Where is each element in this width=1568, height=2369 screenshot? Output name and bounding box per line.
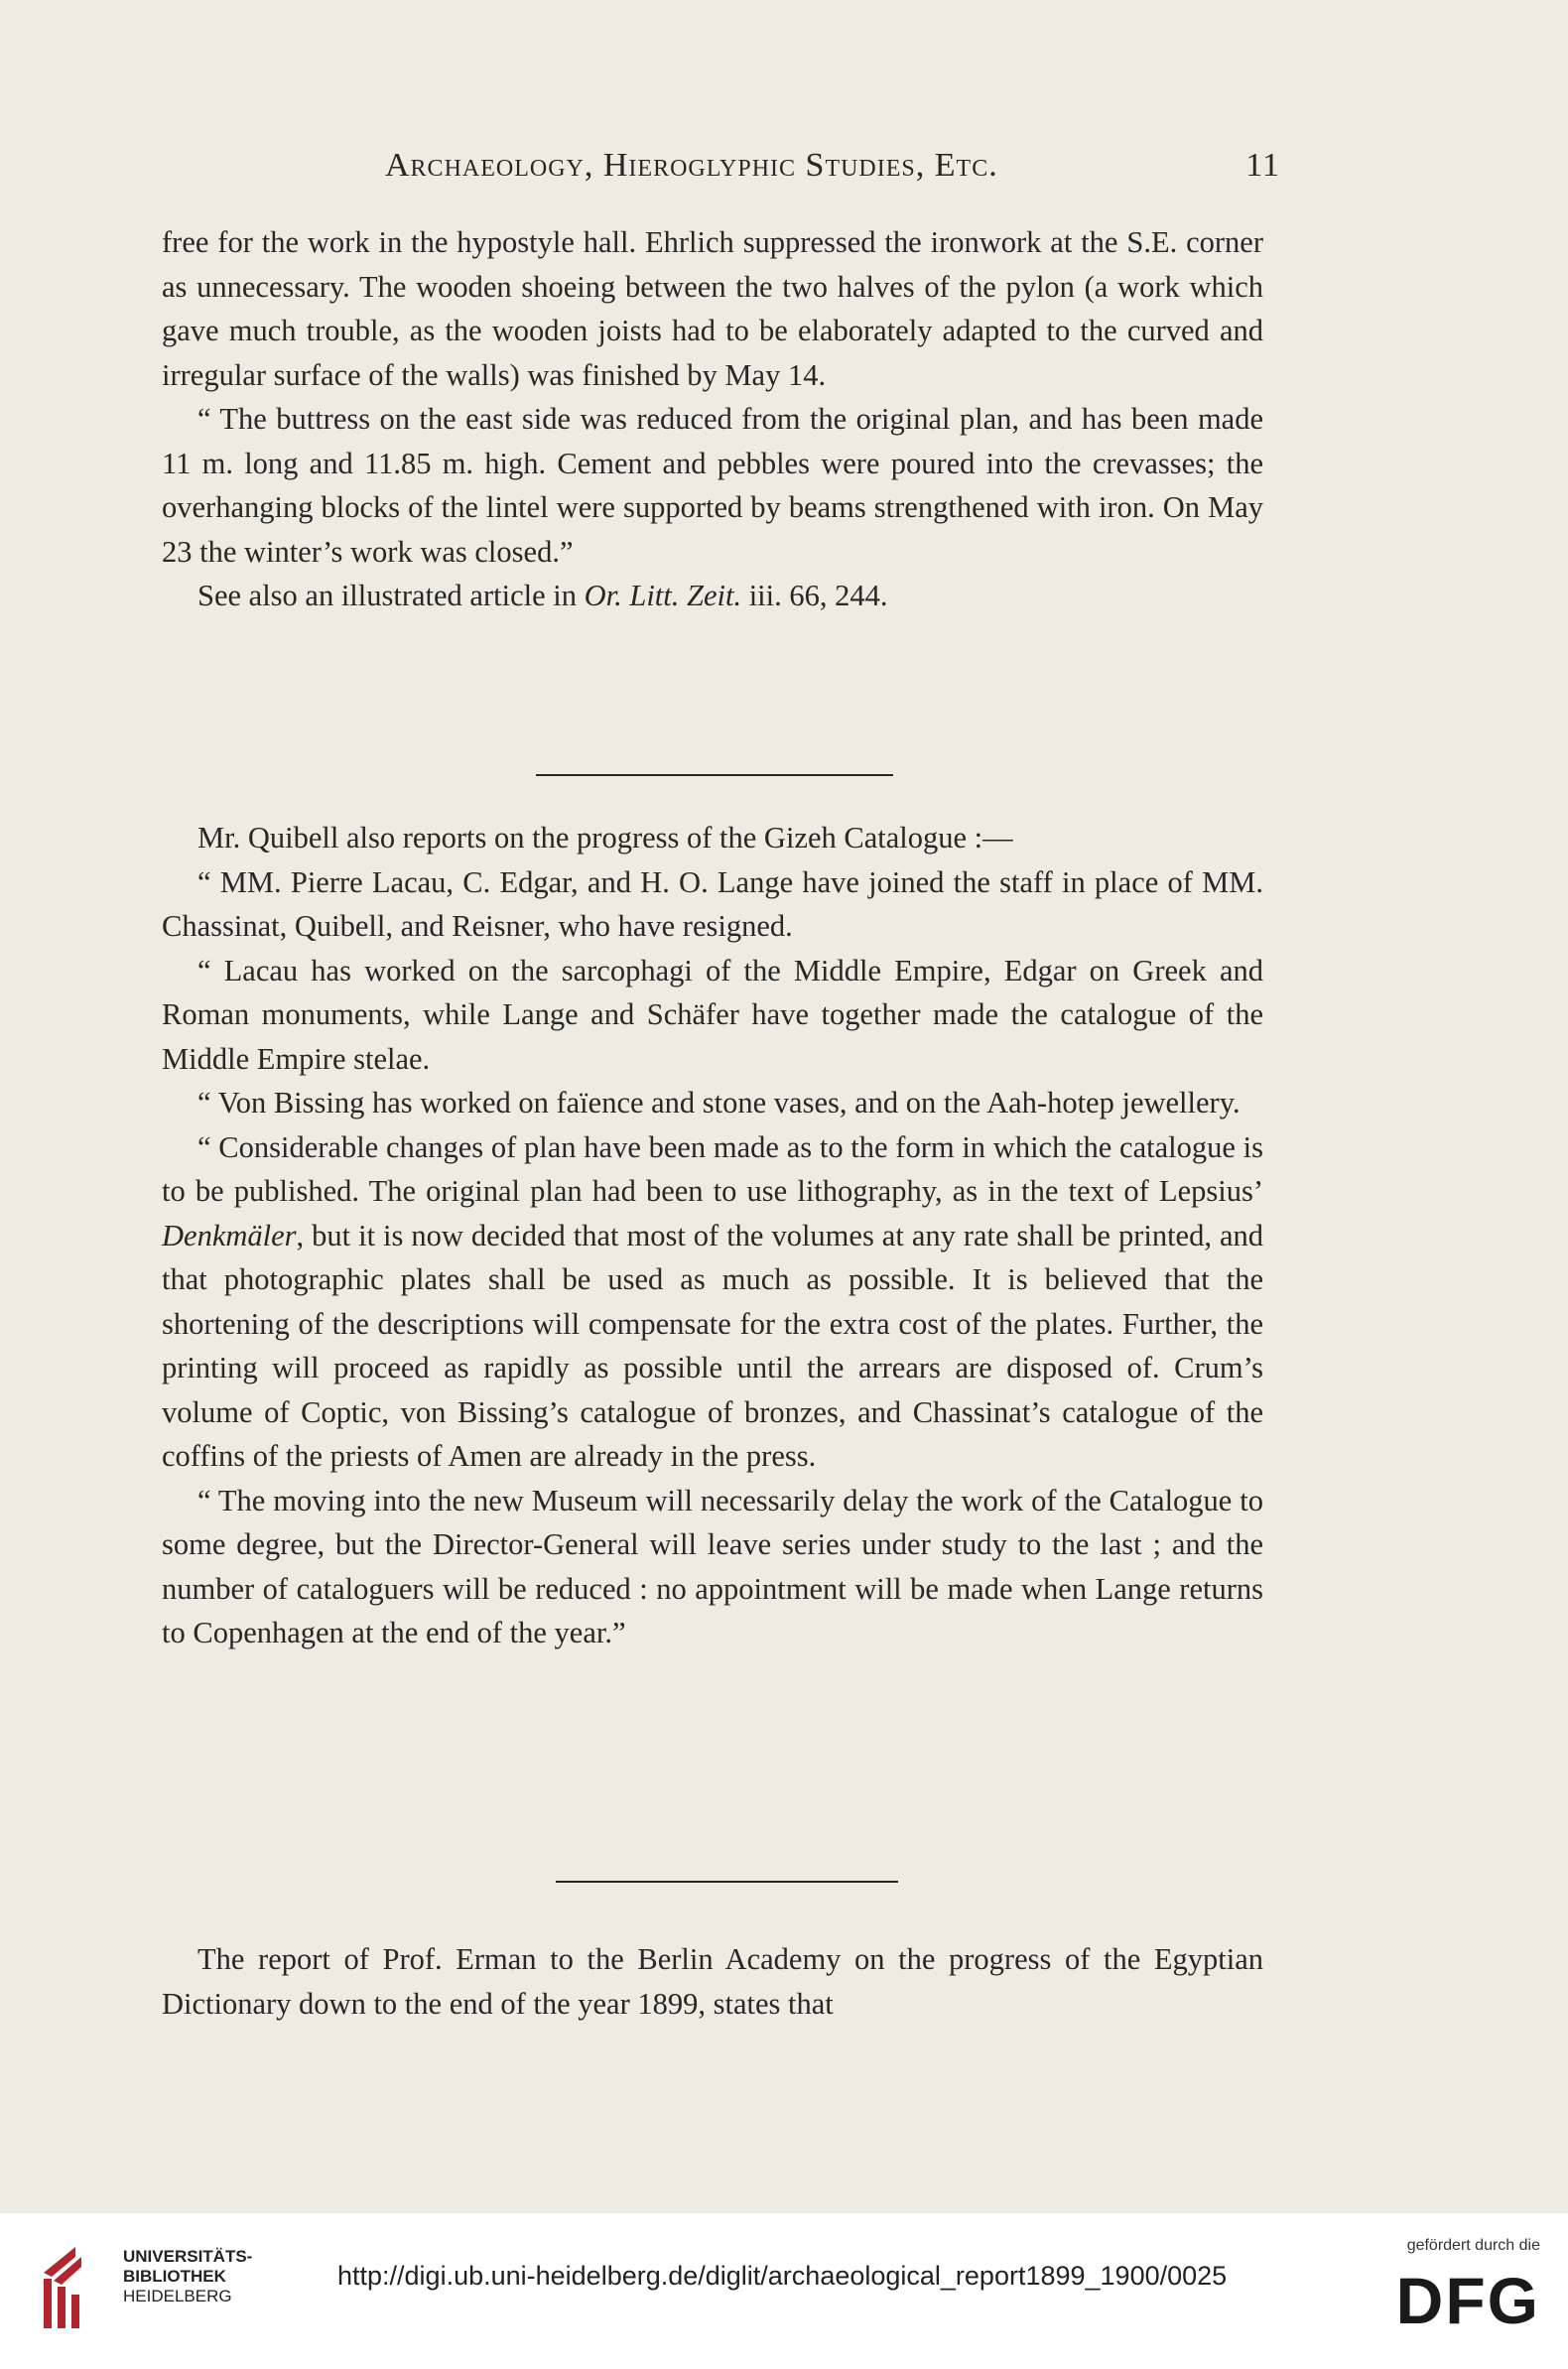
text-block-gizeh-catalogue [162, 816, 1263, 1655]
library-logo-icon [36, 2243, 115, 2332]
paragraph-reference: See also an illustrated article in Or. Litt. Zeit. iii. 66, 244. [197, 579, 888, 612]
journal-title: Or. Litt. Zeit. [584, 579, 742, 612]
work-title: Denkmäler [162, 1218, 297, 1252]
paragraph: The report of Prof. Erman to the Berlin Academy on the progress of the Egyptian Dictionary down to the end of the year 1899, states that [162, 1942, 1263, 2021]
paragraph: “ Lacau has worked on the sarcophagi of the Middle Empire, Edgar on Greek and Roman monuments, while Lange and Schäfer have together made the catalogue of the Middle Empire stelae. [162, 953, 1263, 1076]
dfg-logo: DFG [1395, 2264, 1540, 2337]
paragraph: “ The moving into the new Museum will necessarily delay the work of the Catalogue to some degree, but the Director-General will leave series under study to the last ; and the number of cataloguers will be reduced : no appointment will be made when Lange returns to Copenhagen at the end of the year.” [162, 1483, 1263, 1649]
library-logo [36, 2243, 253, 2332]
digitization-footer [0, 2213, 1568, 2369]
running-head-title: Archaeology, Hieroglyphic Studies, Etc. [385, 147, 998, 184]
funding-label: gefördert durch die [1406, 2237, 1540, 2254]
paragraph: “ Considerable changes of plan have been made as to the form in which the catalogue is to be published. The original plan had been to use lithography, as in the text of Lepsius’ Denkmäler, but it is now decided that most of the volumes at any rate shall be printed, and that photographic plates shall be used as much as possible. It is believed that the shortening of the descriptions will compensate for the extra cost of the plates. Further, the printing will proceed as rapidly as possible until the arrears are disposed of. Crum’s volume of Coptic, von Bissing’s catalogue of bronzes, and Chassinat’s catalogue of the coffins of the priests of Amen are already in the press. [162, 1129, 1263, 1473]
permalink-url[interactable]: http://digi.ub.uni-heidelberg.de/diglit/archaeological_report1899_1900/0025 [337, 2261, 1228, 2291]
paragraph: Mr. Quibell also reports on the progress of the Gizeh Catalogue :— [197, 821, 1013, 855]
text-block-buttress [162, 220, 1263, 618]
section-rule [556, 1881, 898, 1883]
library-name: UNIVERSITÄTS- BIBLIOTHEK HEIDELBERG [123, 2247, 253, 2305]
paragraph: free for the work in the hypostyle hall. Ehrlich suppressed the ironwork at the S.E. corner as unnecessary. The wooden shoeing between the two halves of the pylon (a work which gave much trouble, as the wooden joists had to be elaborately adapted to the curved and irregular surface of the walls) was finished by May 14. [162, 225, 1263, 392]
text-block-egyptian-dictionary [162, 1937, 1263, 2026]
paragraph: “ Von Bissing has worked on faïence and stone vases, and on the Aah-hotep jewellery. [197, 1086, 1241, 1119]
page-number: 11 [1245, 147, 1280, 184]
section-rule [536, 774, 893, 776]
paragraph: “ The buttress on the east side was reduced from the original plan, and has been made 11 m. long and 11.85 m. high. Cement and pebbles were poured into the crevasses; the overhanging blocks of the lintel were supported by beams strengthened with iron. On May 23 the winter’s work was closed.” [162, 402, 1263, 569]
paragraph: “ MM. Pierre Lacau, C. Edgar, and H. O. Lange have joined the staff in place of MM. Chassinat, Quibell, and Reisner, who have resigned. [162, 864, 1263, 943]
